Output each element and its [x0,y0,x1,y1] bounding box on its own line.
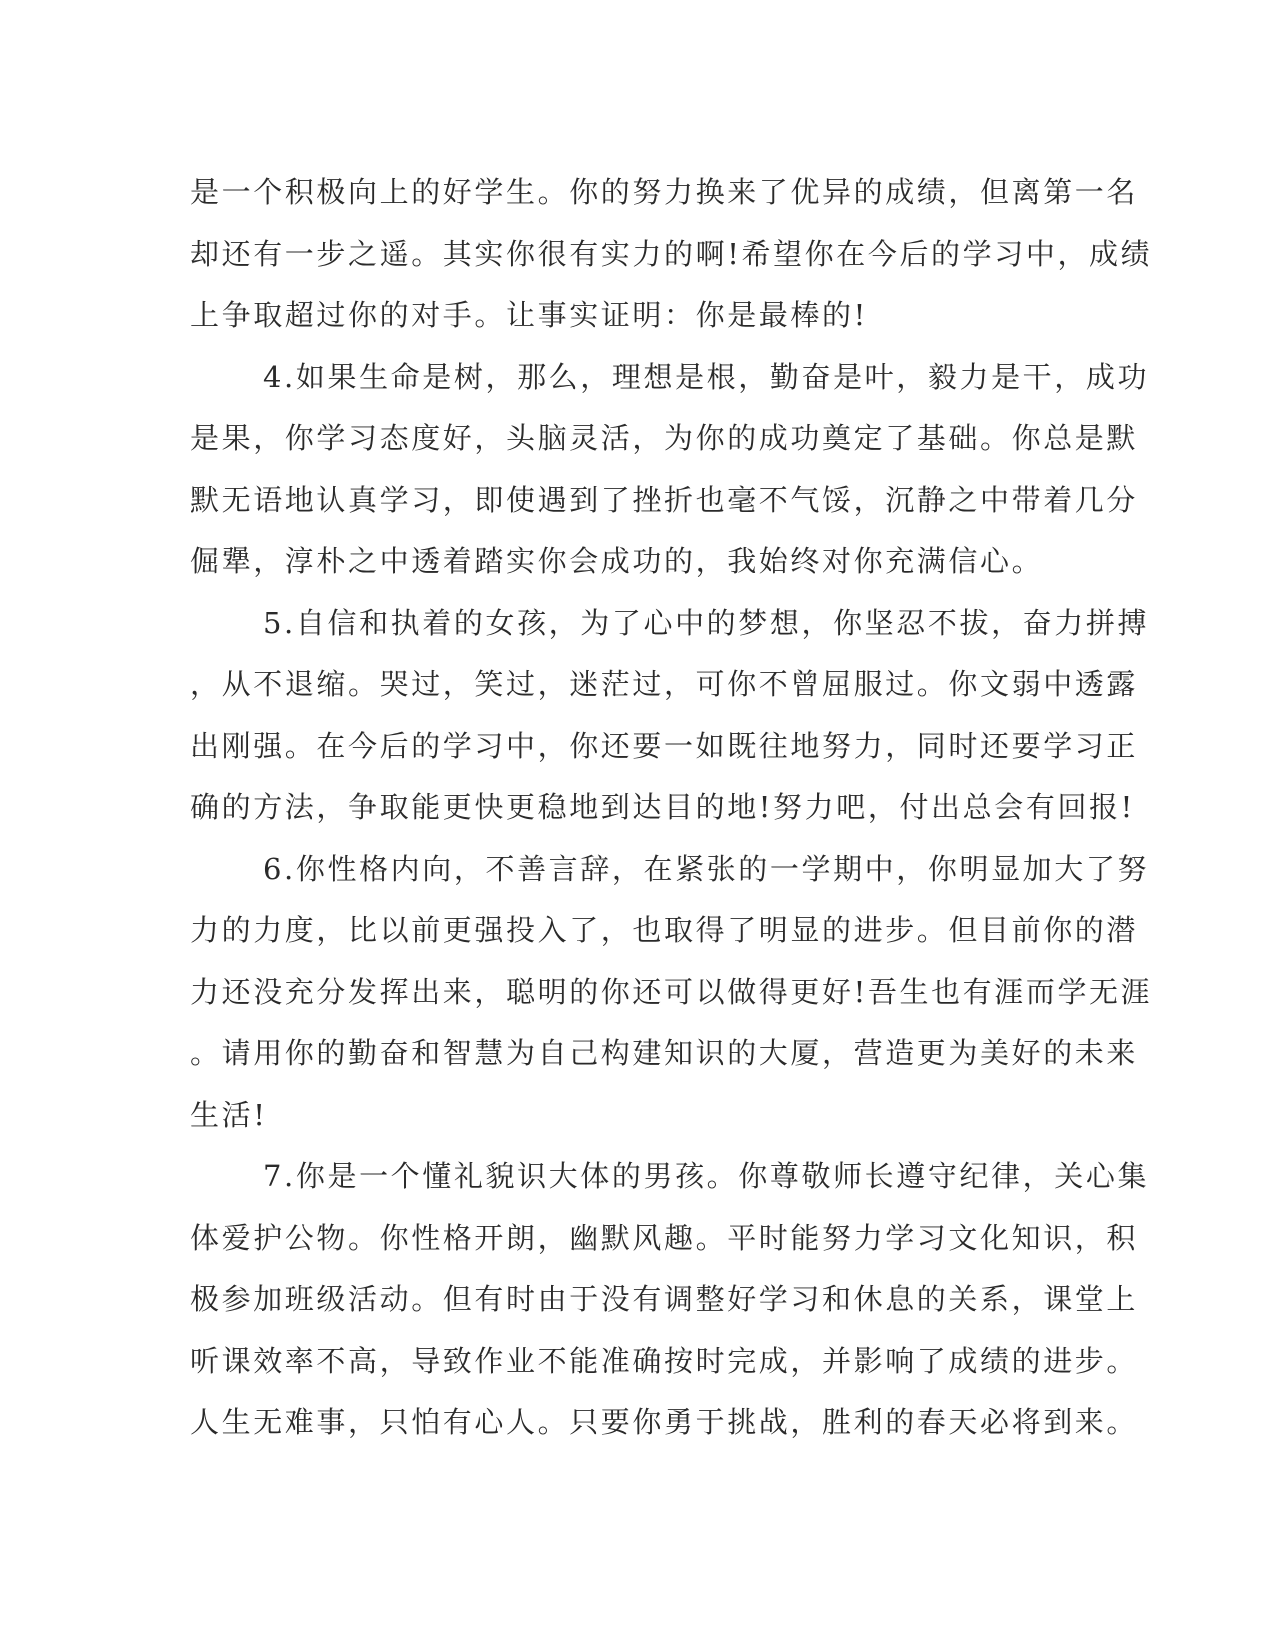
text-line: 默无语地认真学习，即使遇到了挫折也毫不气馁，沉静之中带着几分 [190,482,1139,517]
text-line: 听课效率不高，导致作业不能准确按时完成，并影响了成绩的进步。 [190,1343,1139,1378]
text-line: 体爱护公物。你性格开朗，幽默风趣。平时能努力学习文化知识，积 [190,1220,1139,1255]
text-line: 出刚强。在今后的学习中，你还要一如既往地努力，同时还要学习正 [190,728,1139,763]
text-line: 是果，你学习态度好，头脑灵活，为你的成功奠定了基础。你总是默 [190,421,1139,455]
text-line: 极参加班级活动。但有时由于没有调整好学习和休息的关系，课堂上 [190,1282,1139,1316]
paragraph-start-line: 5.自信和执着的女孩，为了心中的梦想，你坚忍不拔，奋力拼搏 [263,605,1150,640]
paragraph-start-line: 6.你性格内向，不善言辞，在紧张的一学期中，你明显加大了努 [263,851,1150,886]
text-line: 。请用你的勤奋和智慧为自己构建知识的大厦，营造更为美好的未来 [190,1036,1139,1070]
text-line: 力的力度，比以前更强投入了，也取得了明显的进步。但目前你的潜 [190,913,1139,947]
text-line: 上争取超过你的对手。让事实证明：你是最棒的! [190,298,868,332]
paragraph-start-line: 7.你是一个懂礼貌识大体的男孩。你尊敬师长遵守纪律，关心集 [263,1159,1150,1193]
text-line: 是一个积极向上的好学生。你的努力换来了优异的成绩，但离第一名 [190,175,1139,209]
text-line: 人生无难事，只怕有心人。只要你勇于挑战，胜利的春天必将到来。 [190,1405,1139,1439]
text-line: ，从不退缩。哭过，笑过，迷茫过，可你不曾屈服过。你文弱中透露 [190,667,1139,701]
text-line: 倔犟，淳朴之中透着踏实你会成功的，我始终对你充满信心。 [190,544,1044,578]
document-body [190,162,1153,1454]
text-line: 确的方法，争取能更快更稳地到达目的地!努力吧，付出总会有回报! [190,790,1135,824]
text-line: 生活! [190,1097,268,1132]
text-line: 却还有一步之遥。其实你很有实力的啊!希望你在今后的学习中，成绩 [190,236,1153,271]
text-line: 力还没充分发挥出来，聪明的你还可以做得更好!吾生也有涯而学无涯 [190,974,1153,1009]
paragraph-start-line: 4.如果生命是树，那么，理想是根，勤奋是叶，毅力是干，成功 [263,359,1150,394]
